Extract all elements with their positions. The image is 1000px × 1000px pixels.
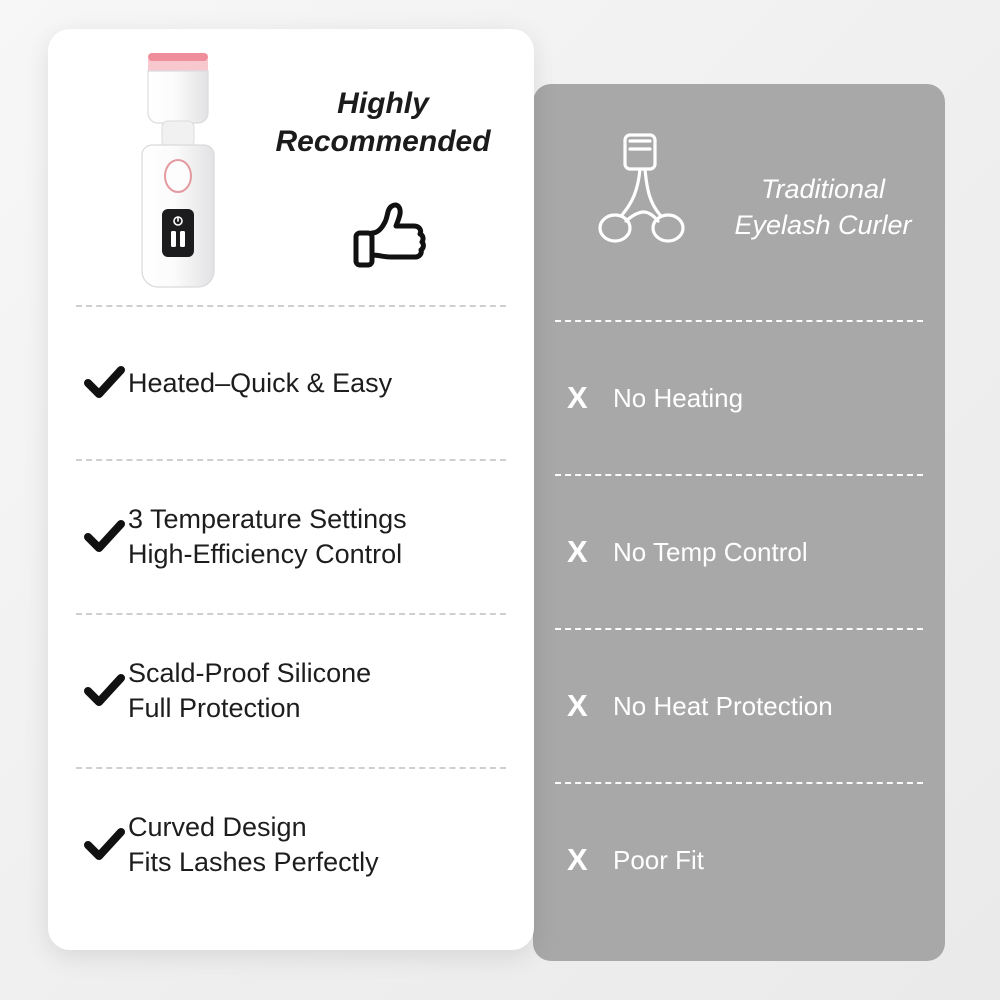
traditional-panel-title bbox=[703, 172, 943, 243]
list-item bbox=[48, 461, 534, 613]
divider bbox=[555, 628, 923, 630]
list-item bbox=[533, 630, 945, 782]
list-item-label: No Temp Control bbox=[613, 536, 808, 567]
x-icon: X bbox=[567, 842, 588, 877]
list-item-label: 3 Temperature Settings High-Efficiency Control bbox=[128, 504, 407, 569]
list-item-label: No Heat Protection bbox=[613, 690, 833, 721]
check-mark-icon bbox=[80, 671, 128, 711]
traditional-title-line-2: Eyelash Curler bbox=[734, 209, 912, 240]
check-mark-icon bbox=[80, 825, 128, 865]
divider bbox=[555, 782, 923, 784]
recommended-feature-list bbox=[48, 305, 534, 921]
recommended-panel-header bbox=[48, 29, 534, 297]
list-item bbox=[48, 769, 534, 921]
list-item bbox=[533, 476, 945, 628]
check-mark-icon bbox=[80, 363, 128, 403]
list-item-label: Curved Design Fits Lashes Perfectly bbox=[128, 812, 379, 877]
list-item bbox=[533, 784, 945, 936]
check-mark-icon bbox=[80, 517, 128, 557]
recommended-product-panel bbox=[48, 29, 534, 950]
list-item-label: Scald-Proof Silicone Full Protection bbox=[128, 658, 372, 723]
list-item-label: Poor Fit bbox=[613, 844, 705, 875]
list-item bbox=[48, 615, 534, 767]
heated-eyelash-curler-icon bbox=[118, 41, 238, 301]
recommended-title-line-1: Highly bbox=[337, 87, 429, 120]
traditional-curler-panel bbox=[533, 84, 945, 961]
list-item-label: No Heating bbox=[613, 382, 744, 413]
divider bbox=[555, 320, 923, 322]
traditional-feature-list bbox=[533, 320, 945, 936]
recommended-panel-title bbox=[258, 85, 508, 162]
traditional-eyelash-curler-icon bbox=[588, 129, 708, 269]
divider bbox=[555, 474, 923, 476]
list-item bbox=[48, 307, 534, 459]
list-item-label: Heated–Quick & Easy bbox=[128, 367, 393, 398]
traditional-panel-header bbox=[533, 84, 945, 314]
recommended-title-line-2: Recommended bbox=[275, 125, 491, 159]
thumbs-up-icon bbox=[348, 197, 432, 281]
x-icon: X bbox=[567, 380, 588, 415]
x-icon: X bbox=[567, 688, 588, 723]
x-icon: X bbox=[567, 534, 588, 569]
traditional-title-line-1: Traditional bbox=[760, 174, 886, 204]
list-item bbox=[533, 322, 945, 474]
